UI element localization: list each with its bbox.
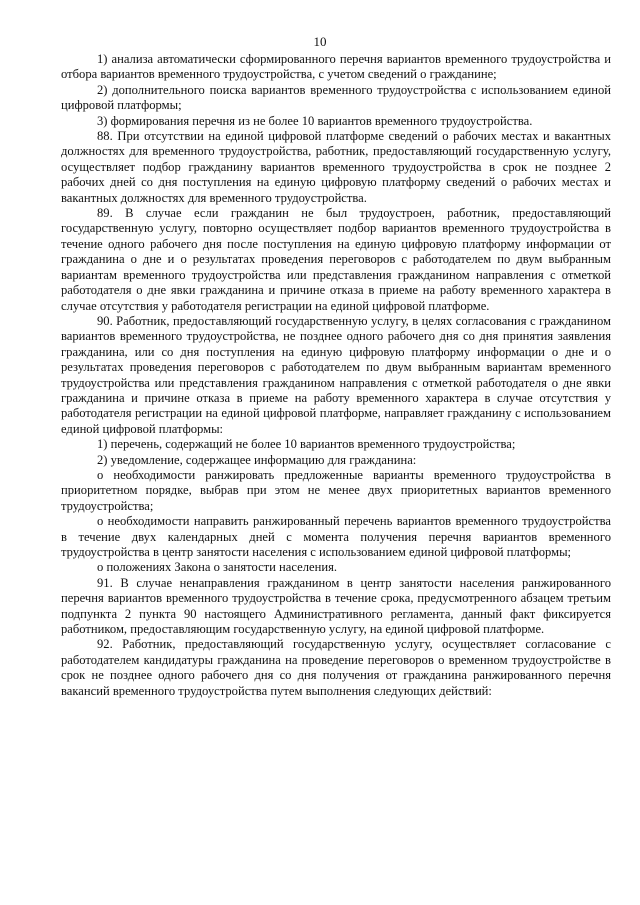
paragraph-additional-search: 2) дополнительного поиска вариантов временного трудоустройства с использованием единой цифровой платформы;	[61, 82, 611, 113]
paragraph-law-notice: о положениях Закона о занятости населения.	[97, 560, 338, 575]
paragraph-submission-notice: о необходимости направить ранжированный перечень вариантов временного трудоустройства в течение двух календарных дней с момента получения перечня вариантов временного трудоустройства в центр занятости населения с использованием единой цифровой платформы;	[61, 514, 611, 559]
paragraph-90-item-1: 1) перечень, содержащий не более 10 вариантов временного трудоустройства;	[97, 437, 516, 452]
paragraph-list-formation: 3) формирования перечня из не более 10 вариантов временного трудоустройства.	[97, 113, 533, 128]
paragraph-analysis: 1) анализа автоматически сформированного перечня вариантов временного трудоустройства и отбора вариантов временного трудоустройства, с учетом сведений о гражданине;	[61, 52, 611, 82]
paragraph-89: 89. В случае если гражданин не был трудоустроен, работник, предоставляющий государственную услугу, повторно осуществляет подбор вариантов временного трудоустройства в течение одного рабочего дня после поступления на единую цифровую платформу информации от гражданина о дне и о результатах проведения переговоров с работодателем по двум выбранным вариантам временного трудоустройства или представления гражданином направления с отметкой работодателя о дне явки гражданина и причине отказа в приеме на работу временного характера в случае отсутствия у работодателя регистрации на единой цифровой платформе.	[61, 206, 611, 313]
paragraph-88: 88. При отсутствии на единой цифровой платформе сведений о рабочих местах и вакантных должностях для временного трудоустройства, работник, предоставляющий государственную услугу, осуществляет подбор гражданину вариантов временного трудоустройства в срок не позднее 2 рабочих дней со дня поступления на единую цифровую платформу сведений о рабочих местах и вакантных должностях для временного трудоустройства.	[61, 129, 611, 205]
paragraph-90-item-2: 2) уведомление, содержащее информацию для гражданина:	[97, 452, 417, 467]
document-body	[61, 52, 611, 699]
page-number: 10	[313, 34, 327, 49]
paragraph-ranking-notice: о необходимости ранжировать предложенные варианты временного трудоустройства в приоритетном порядке, выбрав при этом не менее двух приоритетных вариантов временного трудоустройства;	[61, 467, 611, 513]
paragraph-92: 92. Работник, предоставляющий государственную услугу, осуществляет согласование с работодателем кандидатуры гражданина на проведение переговоров о временном трудоустройстве в срок не позднее одного рабочего дня со дня получения от гражданина ранжированного перечня вакансий временного трудоустройства путем выполнения следующих действий:	[61, 637, 611, 698]
paragraph-90: 90. Работник, предоставляющий государственную услугу, в целях согласования с гражданином вариантов временного трудоустройства, не позднее одного рабочего дня со дня принятия заявления гражданина, или со дня поступления на единую цифровую платформу информации о дне и о результатах проведения переговоров с работодателем по двум выбранным вариантам временного трудоустройства или представления гражданином направления с отметкой работодателя о дне явки гражданина и причине отказа в приеме на работу временного характера в случае отсутствия у работодателя регистрации на единой цифровой платформе, направляет гражданину с использованием единой цифровой платформы:	[61, 313, 611, 436]
paragraph-91: 91. В случае ненаправления гражданином в центр занятости населения ранжированного перечня вариантов временного трудоустройства в течение срока, предусмотренного абзацем третьим подпункта 2 пункта 90 настоящего Административного регламента, данный факт фиксируется работником, предоставляющим государственную услугу, на единой цифровой платформе.	[61, 575, 611, 637]
